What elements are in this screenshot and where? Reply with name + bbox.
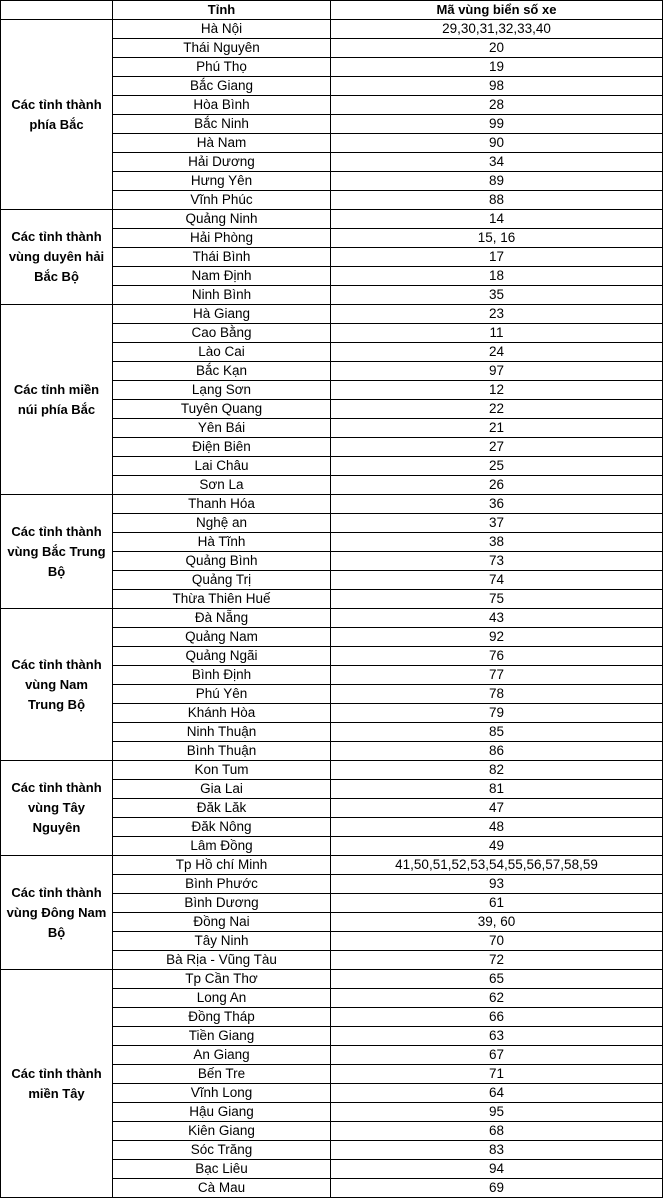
plate-code-cell: 93 [331, 875, 663, 894]
region-cell [1, 210, 113, 305]
plate-code-cell: 19 [331, 58, 663, 77]
table-row [1, 970, 663, 989]
province-cell: Hà Giang [113, 305, 331, 324]
province-cell: Quảng Ninh [113, 210, 331, 229]
province-cell: Khánh Hòa [113, 704, 331, 723]
region-label-line: núi phía Bắc [17, 401, 96, 417]
province-cell: Phú Yên [113, 685, 331, 704]
region-cell [1, 970, 113, 1198]
province-cell: Tp Hồ chí Minh [113, 856, 331, 875]
province-cell: Vĩnh Long [113, 1084, 331, 1103]
plate-code-cell: 34 [331, 153, 663, 172]
province-cell: Bình Phước [113, 875, 331, 894]
province-cell: Nghệ an [113, 514, 331, 533]
province-cell: Thanh Hóa [113, 495, 331, 514]
table-row [1, 609, 663, 628]
province-cell: Bình Định [113, 666, 331, 685]
province-cell: Bắc Giang [113, 77, 331, 96]
table-body [1, 20, 663, 1198]
region-label-line: Trung Bộ [27, 696, 86, 712]
region-label-line: vùng Nam [25, 676, 88, 692]
province-cell: Thừa Thiên Huế [113, 590, 331, 609]
plate-code-cell: 88 [331, 191, 663, 210]
plate-code-cell: 78 [331, 685, 663, 704]
region-label-line: vùng Bắc Trung [7, 543, 106, 559]
province-cell: Lạng Sơn [113, 381, 331, 400]
region-cell [1, 495, 113, 609]
province-cell: Hà Nội [113, 20, 331, 39]
plate-code-cell: 35 [331, 286, 663, 305]
region-label-line: Các tỉnh thành [11, 523, 102, 539]
plate-code-cell: 11 [331, 324, 663, 343]
plate-code-cell: 65 [331, 970, 663, 989]
plate-code-cell: 21 [331, 419, 663, 438]
province-cell: Bình Dương [113, 894, 331, 913]
plate-code-cell: 28 [331, 96, 663, 115]
plate-code-cell: 64 [331, 1084, 663, 1103]
plate-code-cell: 83 [331, 1141, 663, 1160]
plate-code-cell: 23 [331, 305, 663, 324]
plate-code-cell: 61 [331, 894, 663, 913]
province-cell: Bắc Ninh [113, 115, 331, 134]
plate-code-cell: 71 [331, 1065, 663, 1084]
province-cell: Vĩnh Phúc [113, 191, 331, 210]
plate-code-cell: 92 [331, 628, 663, 647]
province-cell: Long An [113, 989, 331, 1008]
province-cell: Hậu Giang [113, 1103, 331, 1122]
region-label-line: Các tỉnh thành [11, 884, 102, 900]
plate-code-cell: 68 [331, 1122, 663, 1141]
province-cell: Thái Nguyên [113, 39, 331, 58]
table-row [1, 20, 663, 39]
plate-code-cell: 14 [331, 210, 663, 229]
plate-code-cell: 85 [331, 723, 663, 742]
plate-code-cell: 74 [331, 571, 663, 590]
province-cell: Bạc Liêu [113, 1160, 331, 1179]
province-cell: Cà Mau [113, 1179, 331, 1198]
province-cell: An Giang [113, 1046, 331, 1065]
province-cell: Bình Thuận [113, 742, 331, 761]
province-cell: Sóc Trăng [113, 1141, 331, 1160]
province-cell: Kiên Giang [113, 1122, 331, 1141]
province-cell: Hưng Yên [113, 172, 331, 191]
plate-code-cell: 26 [331, 476, 663, 495]
province-cell: Yên Bái [113, 419, 331, 438]
plate-code-cell: 29,30,31,32,33,40 [331, 20, 663, 39]
plate-code-cell: 95 [331, 1103, 663, 1122]
region-label-line: phía Bắc [29, 116, 84, 132]
plate-code-cell: 62 [331, 989, 663, 1008]
province-cell: Điện Biên [113, 438, 331, 457]
province-cell: Đà Nẵng [113, 609, 331, 628]
plate-code-cell: 48 [331, 818, 663, 837]
plate-code-cell: 67 [331, 1046, 663, 1065]
header-row [1, 1, 663, 20]
province-cell: Tp Cần Thơ [113, 970, 331, 989]
plate-code-cell: 36 [331, 495, 663, 514]
plate-code-cell: 66 [331, 1008, 663, 1027]
region-cell [1, 305, 113, 495]
plate-code-cell: 24 [331, 343, 663, 362]
region-label-line: Bộ [47, 563, 66, 579]
plate-code-cell: 37 [331, 514, 663, 533]
plate-code-cell: 47 [331, 799, 663, 818]
province-cell: Ninh Thuận [113, 723, 331, 742]
region-label-line: Các tỉnh miền [13, 381, 100, 397]
plate-code-cell: 76 [331, 647, 663, 666]
plate-code-cell: 69 [331, 1179, 663, 1198]
province-cell: Hải Dương [113, 153, 331, 172]
province-cell: Đồng Tháp [113, 1008, 331, 1027]
region-cell [1, 609, 113, 761]
plate-code-cell: 49 [331, 837, 663, 856]
plate-code-cell: 77 [331, 666, 663, 685]
region-label-line: vùng Đông Nam [6, 904, 107, 920]
province-cell: Lâm Đồng [113, 837, 331, 856]
plate-code-cell: 89 [331, 172, 663, 191]
plate-code-cell: 79 [331, 704, 663, 723]
province-cell: Hòa Bình [113, 96, 331, 115]
region-label-line: Bắc Bộ [34, 269, 79, 284]
plate-code-cell: 72 [331, 951, 663, 970]
province-cell: Quảng Bình [113, 552, 331, 571]
plate-code-cell: 99 [331, 115, 663, 134]
plate-code-cell: 70 [331, 932, 663, 951]
region-cell [1, 856, 113, 970]
plate-code-cell: 39, 60 [331, 913, 663, 932]
province-cell: Đăk Lăk [113, 799, 331, 818]
plate-code-cell: 22 [331, 400, 663, 419]
plate-code-cell: 98 [331, 77, 663, 96]
province-cell: Thái Bình [113, 248, 331, 267]
region-label-line: Nguyên [32, 820, 81, 835]
province-cell: Ninh Bình [113, 286, 331, 305]
plate-code-cell: 97 [331, 362, 663, 381]
province-cell: Tây Ninh [113, 932, 331, 951]
province-cell: Bến Tre [113, 1065, 331, 1084]
province-cell: Hà Nam [113, 134, 331, 153]
plate-code-cell: 12 [331, 381, 663, 400]
province-cell: Bắc Kạn [113, 362, 331, 381]
province-cell: Đăk Nông [113, 818, 331, 837]
plate-code-cell: 43 [331, 609, 663, 628]
province-cell: Quảng Nam [113, 628, 331, 647]
province-cell: Lai Châu [113, 457, 331, 476]
province-cell: Sơn La [113, 476, 331, 495]
plate-code-cell: 86 [331, 742, 663, 761]
plate-code-cell: 94 [331, 1160, 663, 1179]
province-cell: Quảng Trị [113, 571, 331, 590]
region-label-line: miền Tây [28, 1085, 85, 1101]
table-row [1, 210, 663, 229]
province-cell: Hải Phòng [113, 229, 331, 248]
province-cell: Nam Định [113, 267, 331, 286]
table-row [1, 761, 663, 780]
region-label-line: Các tỉnh thành [11, 780, 102, 795]
region-label-line: vùng Tây [27, 800, 86, 815]
plate-code-cell: 25 [331, 457, 663, 476]
plate-code-cell: 27 [331, 438, 663, 457]
table-row [1, 305, 663, 324]
plate-code-cell: 82 [331, 761, 663, 780]
province-cell: Phú Thọ [113, 58, 331, 77]
region-cell [1, 761, 113, 856]
header-region [1, 1, 113, 20]
province-cell: Đồng Nai [113, 913, 331, 932]
province-cell: Gia Lai [113, 780, 331, 799]
region-label-line: Các tỉnh thành [11, 229, 102, 244]
plate-code-cell: 75 [331, 590, 663, 609]
region-cell [1, 20, 113, 210]
plate-code-cell: 81 [331, 780, 663, 799]
plate-code-cell: 20 [331, 39, 663, 58]
table-row [1, 495, 663, 514]
province-cell: Cao Bằng [113, 324, 331, 343]
table-row [1, 856, 663, 875]
province-cell: Tuyên Quang [113, 400, 331, 419]
plate-code-cell: 38 [331, 533, 663, 552]
plate-code-cell: 90 [331, 134, 663, 153]
plate-code-cell: 41,50,51,52,53,54,55,56,57,58,59 [331, 856, 663, 875]
province-cell: Hà Tĩnh [113, 533, 331, 552]
province-cell: Kon Tum [113, 761, 331, 780]
header-province: Tỉnh [113, 1, 331, 20]
region-label-line: vùng duyên hải [8, 249, 105, 264]
province-cell: Lào Cai [113, 343, 331, 362]
plate-code-cell: 18 [331, 267, 663, 286]
plate-code-cell: 73 [331, 552, 663, 571]
region-label-line: Các tỉnh thành [11, 1065, 102, 1081]
region-label-line: Các tỉnh thành [11, 96, 102, 112]
plate-code-cell: 63 [331, 1027, 663, 1046]
plate-code-cell: 15, 16 [331, 229, 663, 248]
province-cell: Tiền Giang [113, 1027, 331, 1046]
plate-code-cell: 17 [331, 248, 663, 267]
province-cell: Quảng Ngãi [113, 647, 331, 666]
region-label-line: Bộ [47, 924, 66, 940]
header-code: Mã vùng biển số xe [331, 1, 663, 20]
region-label-line: Các tỉnh thành [11, 656, 102, 672]
province-cell: Bà Rịa - Vũng Tàu [113, 951, 331, 970]
